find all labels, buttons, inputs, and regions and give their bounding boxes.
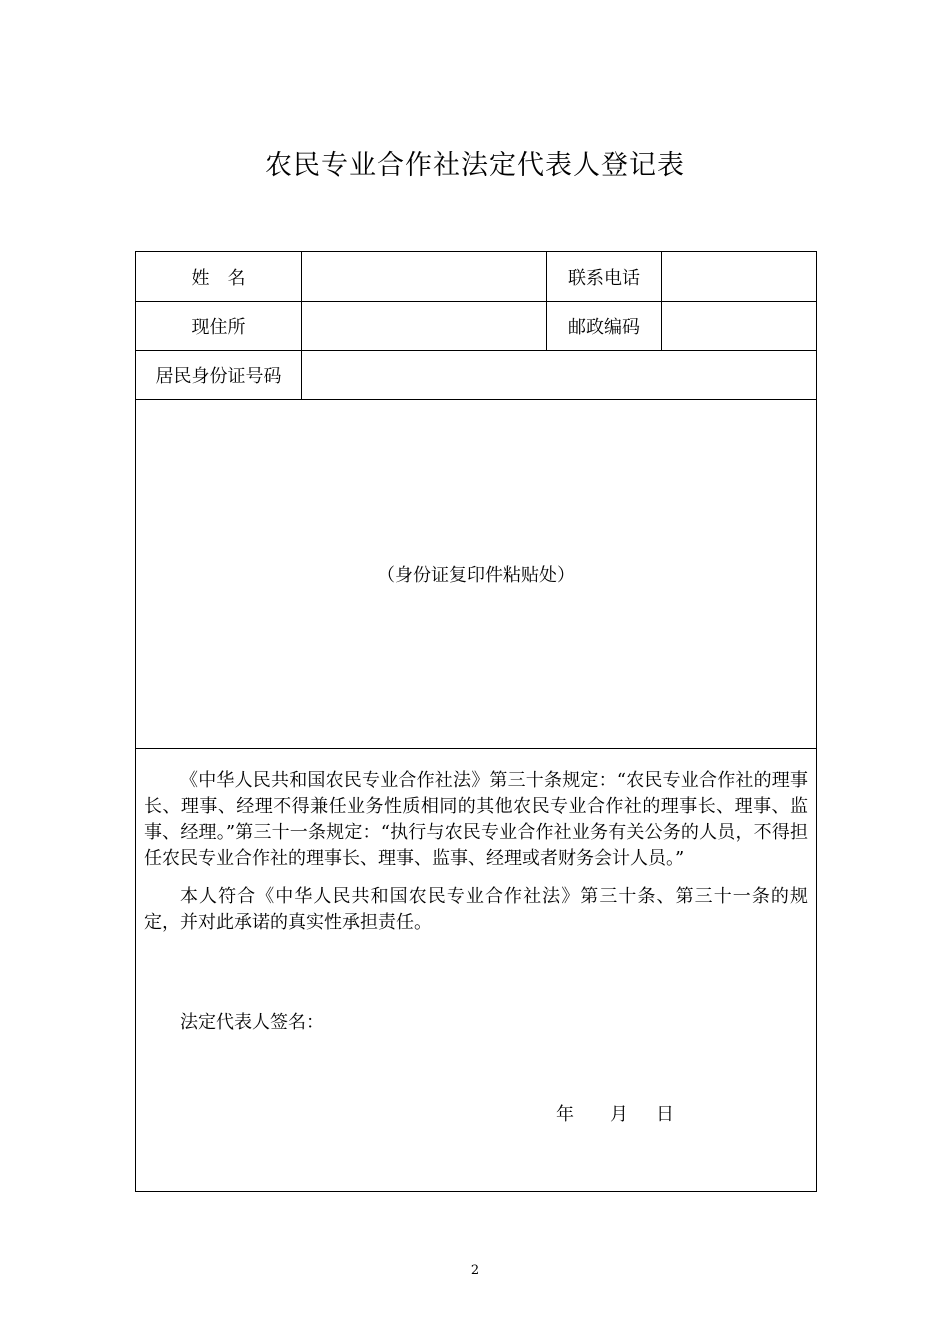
row-divider xyxy=(136,748,816,749)
id-number-field[interactable] xyxy=(302,350,816,399)
legal-statement xyxy=(144,768,808,936)
signature-date xyxy=(556,1100,674,1126)
date-month-label: 月 xyxy=(610,1104,628,1125)
name-field[interactable] xyxy=(302,252,546,301)
address-field[interactable] xyxy=(302,301,546,350)
signature-label: 法定代表人签名： xyxy=(180,1012,324,1033)
date-year-label: 年 xyxy=(556,1104,574,1125)
postal-code-field[interactable] xyxy=(662,301,816,350)
phone-label: 联系电话 xyxy=(568,267,640,289)
address-label: 现住所 xyxy=(191,316,246,338)
postal-code-label: 邮政编码 xyxy=(568,316,640,338)
id-copy-placeholder: （身份证复印件粘贴处） xyxy=(377,565,575,586)
statement-paragraph-1: 《中华人民共和国农民专业合作社法》第三十条规定：“农民专业合作社的理事长、理事、经理不得兼任业务性质相同的其他农民专业合作社的理事长、理事、监事、经理。”第三十一条规定：“执行与农民专业合作社业务有关公务的人员，不得担任农民专业合作社的理事长、理事、监事、经理或者财务会计人员。” xyxy=(144,770,808,869)
id-copy-paste-area[interactable] xyxy=(136,400,816,748)
signature-area[interactable] xyxy=(336,1000,636,1036)
id-number-label: 居民身份证号码 xyxy=(155,365,282,387)
phone-field[interactable] xyxy=(662,252,816,301)
name-label: 姓 名 xyxy=(191,267,246,289)
form-title: 农民专业合作社法定代表人登记表 xyxy=(265,150,685,181)
registration-form xyxy=(135,251,817,1192)
date-day-label: 日 xyxy=(656,1104,674,1125)
statement-paragraph-2: 本人符合《中华人民共和国农民专业合作社法》第三十条、第三十一条的规定，并对此承诺的真实性承担责任。 xyxy=(144,886,808,933)
page-number: 2 xyxy=(470,1263,480,1278)
